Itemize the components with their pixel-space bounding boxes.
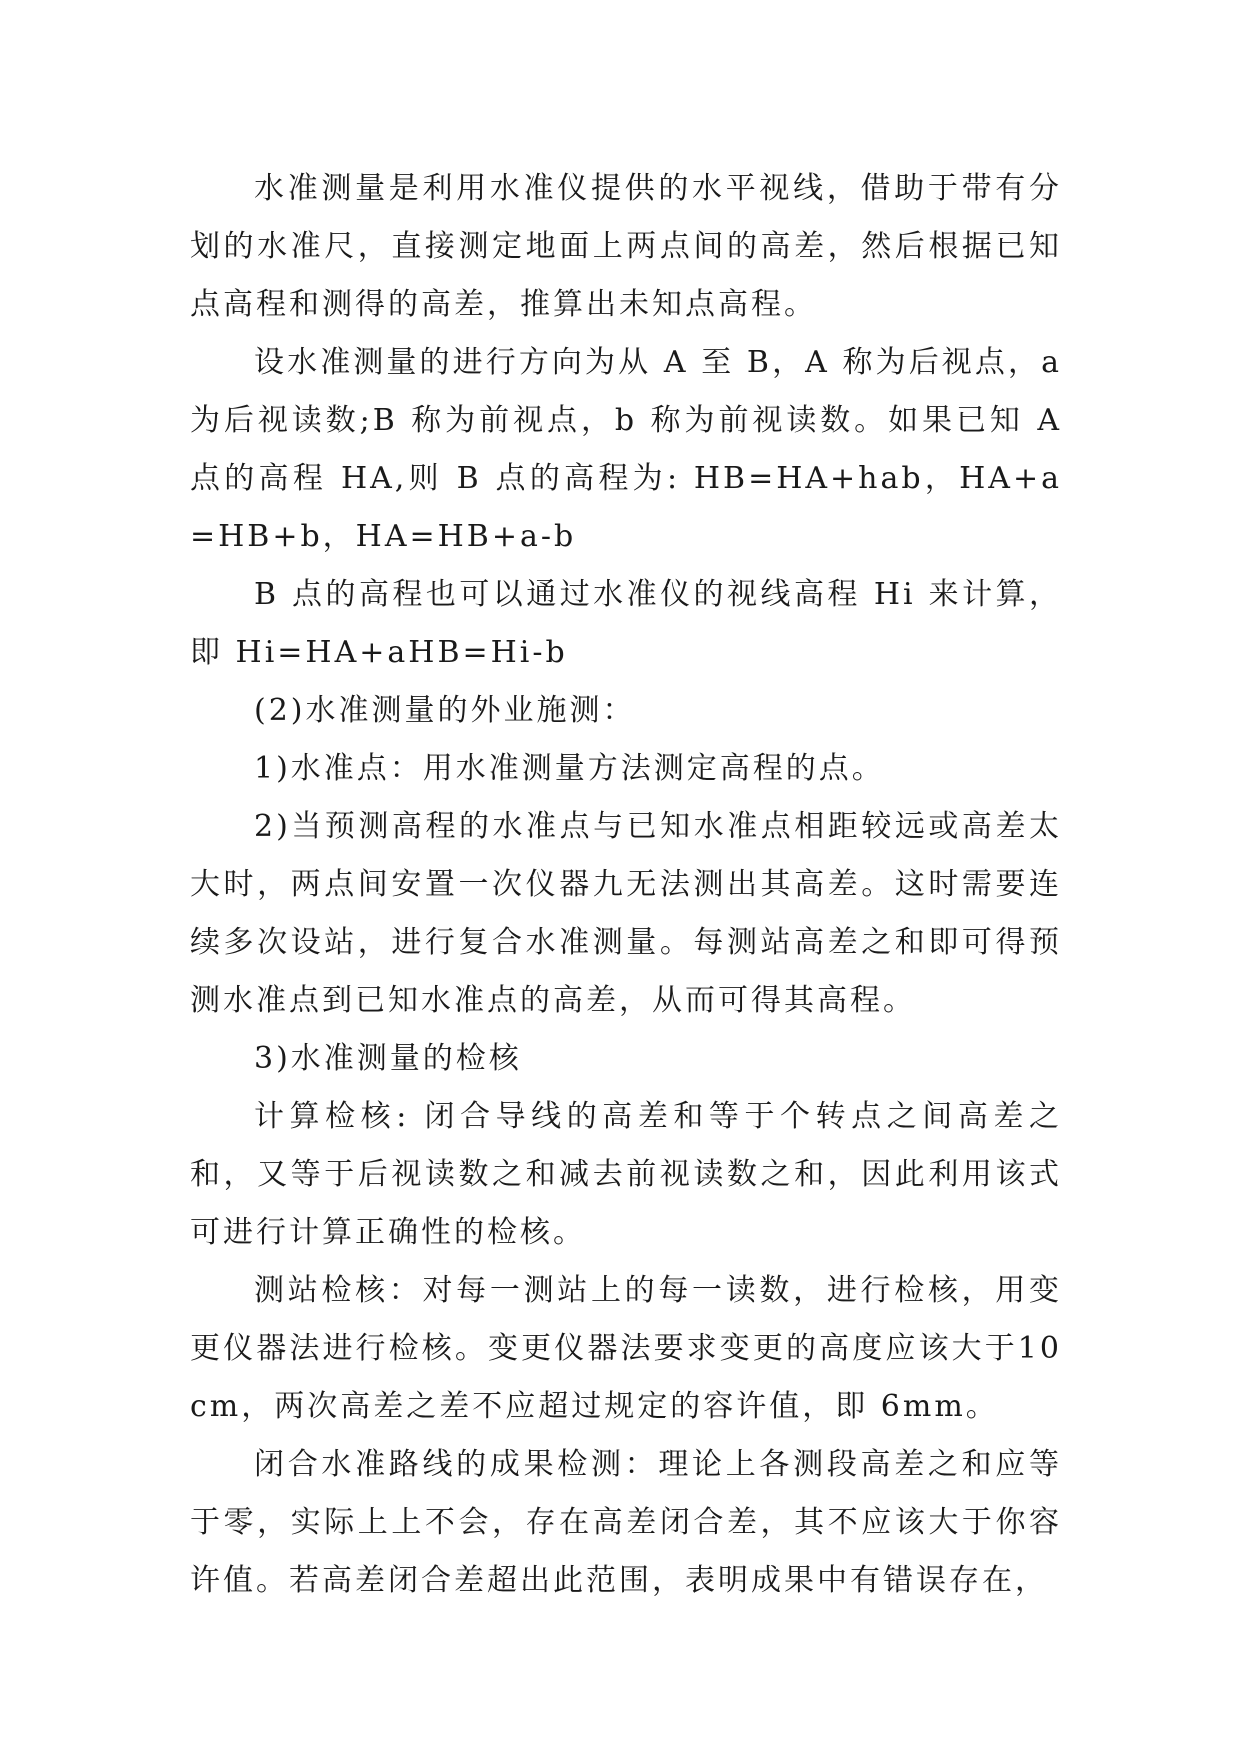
paragraph-check-heading: 3)水准测量的检核: [254, 1041, 522, 1076]
paragraph-calculation-check: 计算检核: 闭合导线的高差和等于个转点之间高差之和，又等于后视读数之和减去前视读数之和，因此利用该式可进行计算正确性的检核。: [190, 1099, 1062, 1250]
document-body: [190, 160, 1062, 1610]
paragraph-field-survey-heading: (2)水准测量的外业施测：: [254, 693, 636, 728]
paragraph-compound-leveling: 2)当预测高程的水准点与已知水准点相距较远或高差太大时，两点间安置一次仪器九无法测出其高差。这时需要连续多次设站，进行复合水准测量。每测站高差之和即可得预测水准点到已知水准点的高差，从而可得其高程。: [190, 809, 1062, 1018]
paragraph-closed-route-check: 闭合水准路线的成果检测：理论上各测段高差之和应等于零，实际上上不会，存在高差闭合差，其不应该大于你容许值。若高差闭合差超出此范围，表明成果中有错误存在，: [190, 1447, 1062, 1598]
paragraph-backsight-foresight: 设水准测量的进行方向为从 A 至 B，A 称为后视点，a 为后视读数;B 称为前视点，b 称为前视读数。如果已知 A 点的高程 HA,则 B 点的高程为: HB=HA+hab，HA+a=HB+b，HA=HB+a-b: [190, 345, 1062, 554]
paragraph-benchmark: 1)水准点：用水准测量方法测定高程的点。: [254, 751, 885, 786]
paragraph-instrument-height: B 点的高程也可以通过水准仪的视线高程 Hi 来计算，即 Hi=HA+aHB=Hi-b: [190, 577, 1062, 670]
paragraph-station-check: 测站检核：对每一测站上的每一读数，进行检核，用变更仪器法进行检核。变更仪器法要求变更的高度应该大于10cm，两次高差之差不应超过规定的容许值，即 6mm。: [190, 1273, 1062, 1424]
paragraph-leveling-definition: 水准测量是利用水准仪提供的水平视线，借助于带有分划的水准尺，直接测定地面上两点间的高差，然后根据已知点高程和测得的高差，推算出未知点高程。: [190, 171, 1062, 322]
